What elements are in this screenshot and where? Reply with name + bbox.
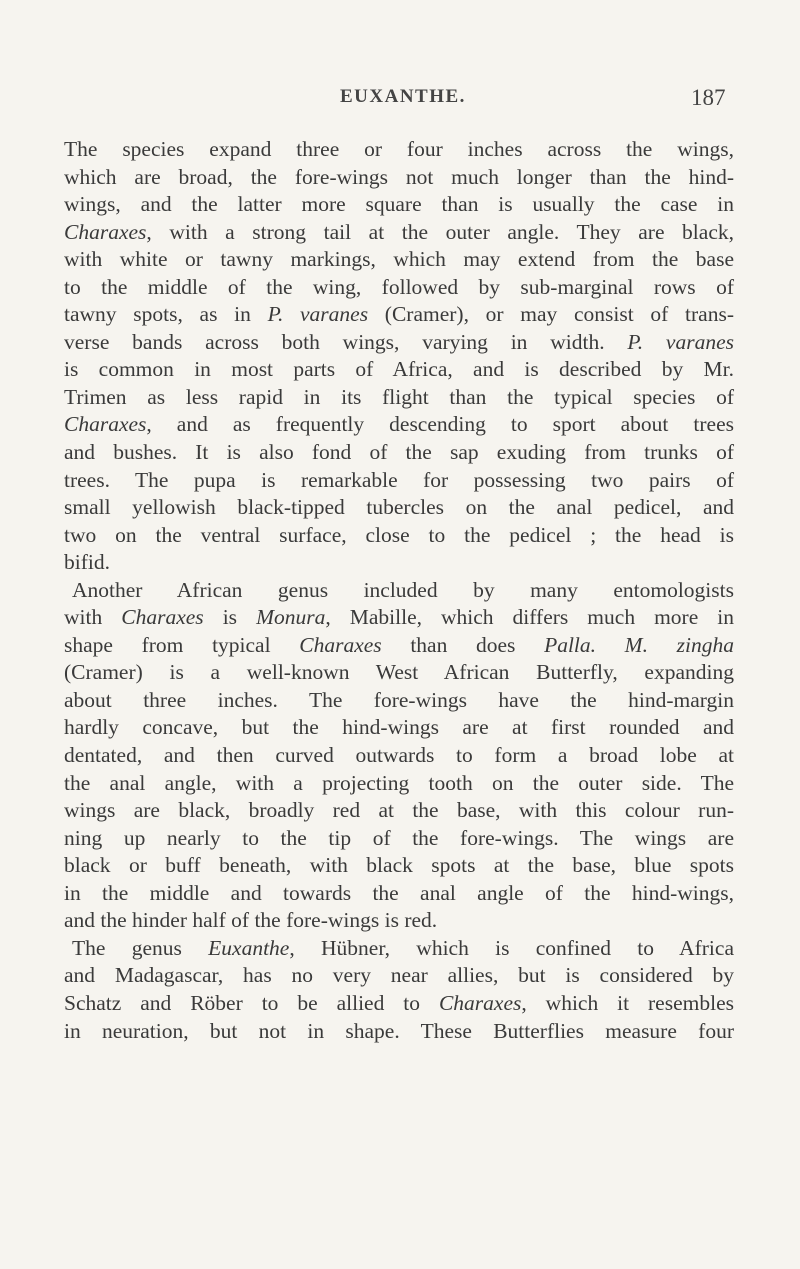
text-line bbox=[64, 522, 734, 550]
italic-term: P. varanes bbox=[627, 329, 734, 354]
text-line bbox=[64, 990, 734, 1018]
text-segment: wings are black, broadly red at the base, with this colour run- bbox=[64, 798, 734, 823]
text-line bbox=[64, 659, 734, 687]
text-segment: (Cramer) is a well-known West African Butterfly, expanding bbox=[64, 660, 734, 685]
text-segment: which are broad, the fore-wings not much longer than the hind- bbox=[64, 164, 734, 189]
text-line bbox=[64, 687, 734, 715]
text-line bbox=[64, 549, 734, 577]
italic-term: Charaxes bbox=[121, 605, 204, 630]
text-line bbox=[64, 219, 734, 247]
text-line bbox=[64, 604, 734, 632]
text-segment: tawny spots, as in bbox=[64, 302, 268, 327]
text-line bbox=[64, 164, 734, 192]
text-segment: The species expand three or four inches across the wings, bbox=[64, 137, 734, 161]
text-segment: in the middle and towards the anal angle of the hind-wings, bbox=[64, 880, 734, 905]
text-line bbox=[64, 852, 734, 880]
italic-term: Charaxes bbox=[438, 990, 522, 1015]
text-segment: small yellowish black-tipped tubercles on the anal pedicel, and bbox=[64, 495, 734, 520]
text-line bbox=[64, 1018, 734, 1046]
italic-term: Charaxes bbox=[64, 412, 147, 437]
text-line bbox=[64, 467, 734, 495]
italic-term: P. varanes bbox=[267, 302, 369, 327]
text-line bbox=[64, 329, 734, 357]
text-line bbox=[64, 191, 734, 219]
text-segment: , with a strong tail at the outer angle. They are black, bbox=[146, 219, 734, 244]
text-segment: is bbox=[203, 605, 257, 630]
text-segment: , Mabille, which differs much more in bbox=[325, 605, 735, 630]
text-segment: Trimen as less rapid in its flight than the typical species of bbox=[64, 384, 734, 409]
text-segment: (Cramer), or may consist of trans- bbox=[368, 302, 734, 327]
italic-term: Palla. M. zingha bbox=[544, 632, 734, 657]
text-segment: about three inches. The fore-wings have the hind-margin bbox=[64, 687, 734, 712]
text-line bbox=[64, 439, 734, 467]
text-line bbox=[64, 935, 734, 963]
text-segment: in neuration, but not in shape. These Butterflies measure four bbox=[64, 1018, 734, 1043]
text-segment: black or buff beneath, with black spots at the base, blue spots bbox=[64, 853, 734, 878]
text-segment: dentated, and then curved outwards to form a broad lobe at bbox=[64, 743, 734, 768]
text-line bbox=[64, 742, 734, 770]
text-line bbox=[64, 797, 734, 825]
text-segment: trees. The pupa is remarkable for possessing two pairs of bbox=[64, 467, 734, 492]
running-head: EUXANTHE. bbox=[340, 86, 466, 107]
text-line bbox=[64, 411, 734, 439]
text-line bbox=[64, 962, 734, 990]
text-line bbox=[64, 136, 734, 164]
text-line bbox=[64, 301, 734, 329]
text-line bbox=[64, 246, 734, 274]
text-line bbox=[64, 825, 734, 853]
italic-term: Charaxes bbox=[64, 219, 147, 244]
text-line bbox=[64, 714, 734, 742]
text-segment: bifid. bbox=[64, 550, 110, 575]
text-segment: , Hübner, which is confined to Africa bbox=[289, 935, 734, 960]
body-text bbox=[64, 136, 734, 1045]
italic-term: Charaxes bbox=[299, 632, 382, 657]
text-line bbox=[64, 632, 734, 660]
text-segment: and Madagascar, has no very near allies, but is considered by bbox=[64, 963, 734, 988]
italic-term: Euxanthe bbox=[208, 935, 290, 960]
text-segment: is common in most parts of Africa, and is described by Mr. bbox=[64, 357, 734, 382]
text-segment: Schatz and Röber to be allied to bbox=[64, 990, 439, 1015]
text-segment: to the middle of the wing, followed by sub-marginal rows of bbox=[64, 274, 734, 299]
text-segment: and the hinder half of the fore-wings is red. bbox=[64, 908, 438, 933]
text-segment: wings, and the latter more square than is usually the case in bbox=[64, 192, 734, 217]
text-segment: shape from typical bbox=[64, 632, 300, 657]
text-segment: verse bands across both wings, varying in width. bbox=[64, 329, 628, 354]
italic-term: Monura bbox=[256, 605, 326, 630]
text-segment: than does bbox=[381, 632, 545, 657]
text-line bbox=[64, 384, 734, 412]
text-line bbox=[64, 770, 734, 798]
page-header bbox=[0, 86, 800, 126]
text-line bbox=[64, 494, 734, 522]
text-segment: ning up nearly to the tip of the fore-wings. The wings are bbox=[64, 825, 734, 850]
page-number: 187 bbox=[691, 85, 726, 110]
text-segment: with bbox=[64, 605, 122, 630]
text-line bbox=[64, 880, 734, 908]
text-segment: with white or tawny markings, which may extend from the base bbox=[64, 247, 734, 272]
text-segment: , which it resembles bbox=[521, 990, 734, 1015]
text-segment: Another African genus included by many entomologists bbox=[72, 577, 734, 602]
text-line bbox=[64, 577, 734, 605]
text-line bbox=[64, 907, 734, 935]
text-line bbox=[64, 356, 734, 384]
text-segment: and bushes. It is also fond of the sap exuding from trunks of bbox=[64, 440, 734, 465]
text-segment: hardly concave, but the hind-wings are at first rounded and bbox=[64, 715, 734, 740]
text-segment: the anal angle, with a projecting tooth on the outer side. The bbox=[64, 770, 734, 795]
text-line bbox=[64, 274, 734, 302]
text-segment: , and as frequently descending to sport about trees bbox=[146, 412, 734, 437]
text-segment: two on the ventral surface, close to the pedicel ; the head is bbox=[64, 522, 734, 547]
text-segment: The genus bbox=[72, 935, 209, 960]
